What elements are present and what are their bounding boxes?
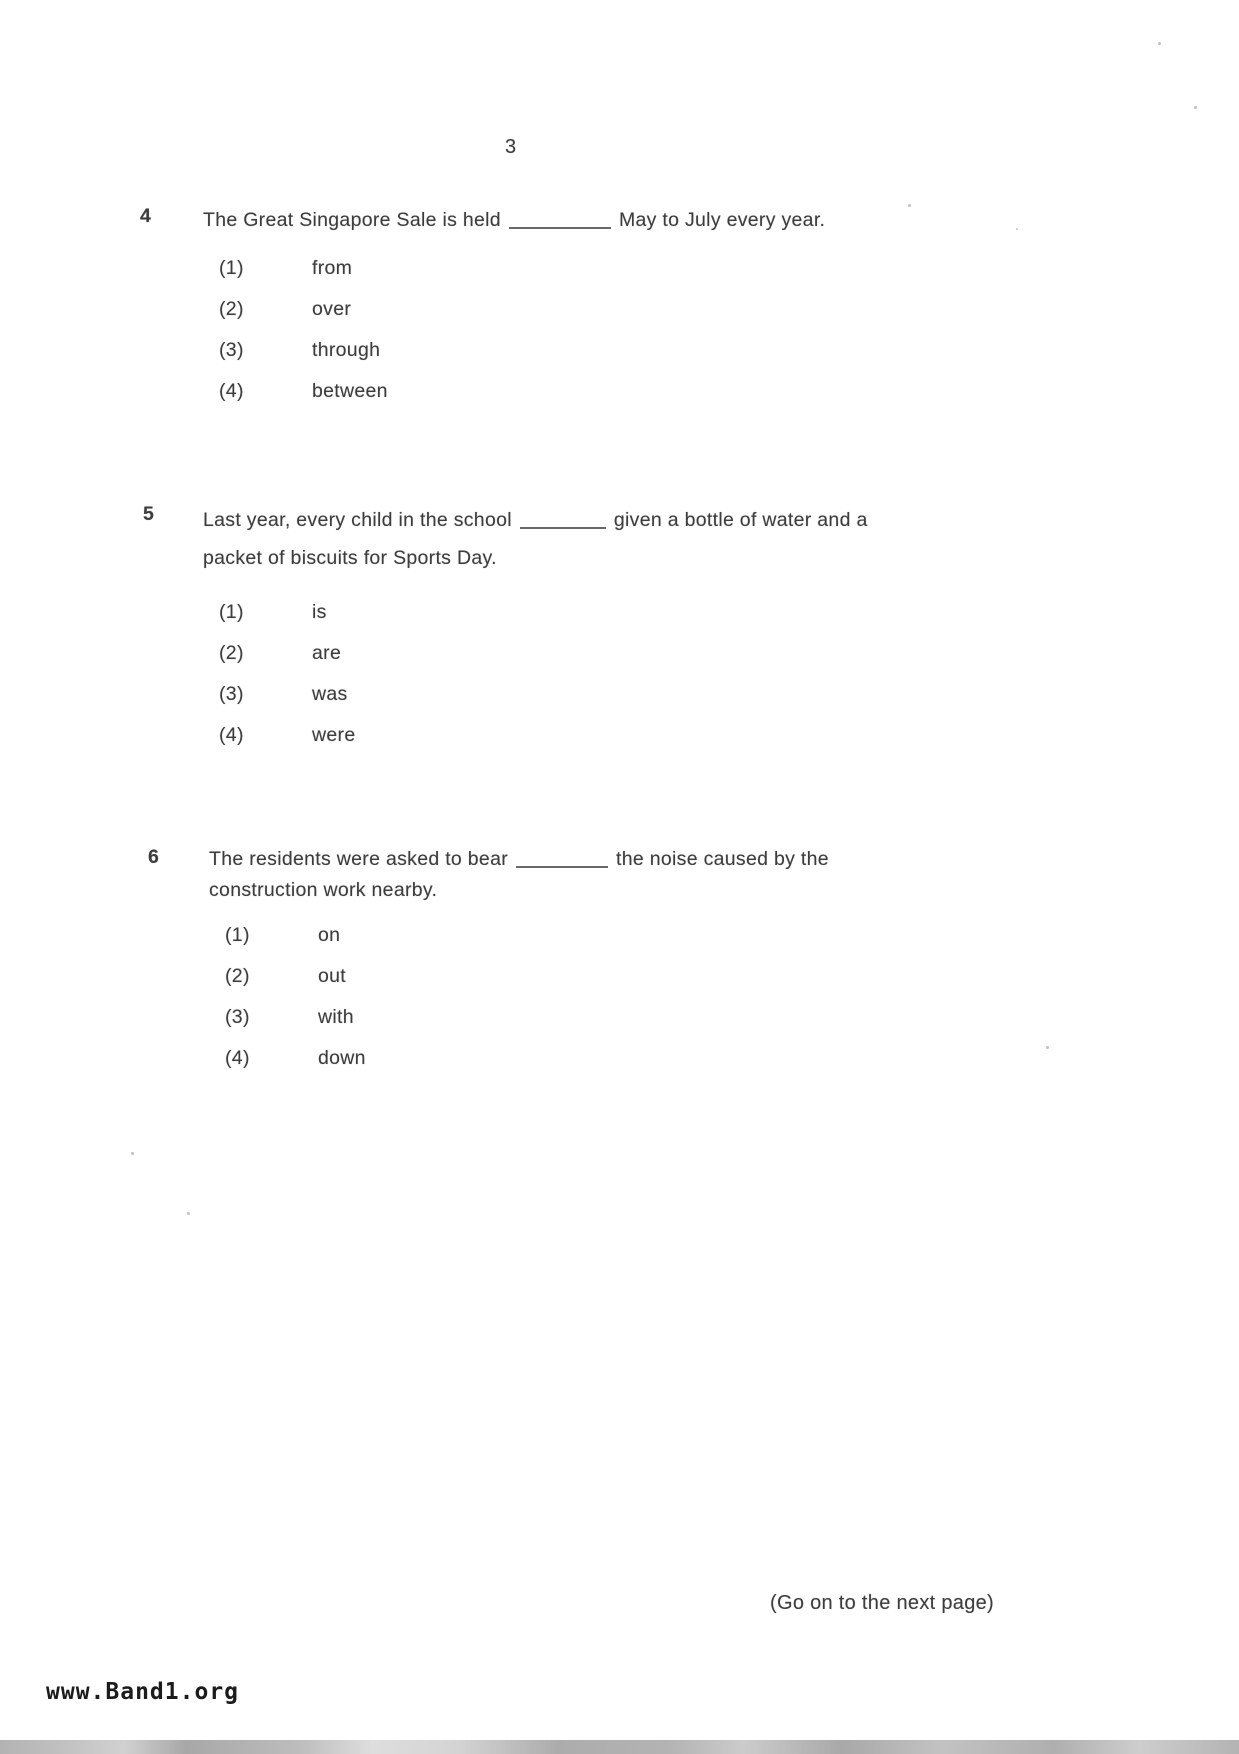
- option-number: (4): [225, 1047, 250, 1069]
- option-row: [219, 716, 983, 757]
- question-text-before-blank: Last year, every child in the school: [203, 509, 512, 531]
- option-label: were: [312, 724, 356, 746]
- option-row: [219, 593, 983, 634]
- option-label: was: [312, 683, 348, 705]
- option-number: (3): [219, 339, 244, 361]
- answer-blank: [520, 525, 606, 529]
- question-text-before-blank: The residents were asked to bear: [209, 848, 509, 870]
- option-number: (3): [225, 1006, 250, 1028]
- option-label: down: [318, 1047, 366, 1069]
- option-label: with: [318, 1006, 354, 1028]
- option-row: [225, 1043, 989, 1084]
- option-label: is: [312, 601, 327, 623]
- option-row: [219, 634, 983, 675]
- question-number: 4: [140, 205, 152, 227]
- question-text-line2: packet of biscuits for Sports Day.: [203, 547, 497, 569]
- scan-speck: [1016, 228, 1018, 230]
- scan-edge-strip: [0, 1740, 1239, 1754]
- question-text-after-blank: given a bottle of water and a: [613, 509, 868, 531]
- question-text: [203, 203, 983, 237]
- option-label: from: [312, 257, 353, 279]
- option-row: [219, 333, 983, 374]
- options-list: [219, 593, 983, 757]
- question-text-before-blank: The Great Singapore Sale is held: [203, 209, 501, 231]
- question-text-after-blank: the noise caused by the: [616, 848, 829, 870]
- option-number: (2): [219, 298, 244, 320]
- option-row: [225, 920, 989, 961]
- page-number: 3: [505, 136, 517, 158]
- answer-blank: [509, 225, 611, 229]
- question-text: [209, 844, 989, 875]
- answer-blank: [516, 864, 608, 868]
- option-number: (2): [219, 642, 244, 664]
- options-list: [219, 251, 983, 415]
- options-list: [225, 920, 989, 1084]
- option-number: (1): [219, 601, 244, 623]
- option-row: [219, 374, 983, 415]
- scan-speck: [908, 204, 911, 207]
- scan-speck: [1046, 1046, 1049, 1049]
- option-label: out: [318, 965, 347, 987]
- option-number: (4): [219, 380, 244, 402]
- option-number: (1): [219, 257, 244, 279]
- band1-watermark: www.Band1.org: [46, 1679, 240, 1705]
- scan-speck: [1158, 42, 1161, 45]
- option-number: (3): [219, 683, 244, 705]
- option-label: are: [312, 642, 342, 664]
- question-text-after-blank: May to July every year.: [618, 209, 826, 231]
- question-number: 6: [148, 846, 160, 868]
- option-label: between: [312, 380, 388, 402]
- option-row: [219, 675, 983, 716]
- option-row: [219, 292, 983, 333]
- option-number: (4): [219, 724, 244, 746]
- option-row: [225, 1002, 989, 1043]
- scan-speck: [131, 1152, 134, 1155]
- option-number: (2): [225, 965, 250, 987]
- question-text: [203, 501, 983, 539]
- go-on-next-page-note: (Go on to the next page): [770, 1592, 995, 1614]
- question-number: 5: [143, 503, 155, 525]
- option-label: on: [318, 924, 341, 946]
- option-label: over: [312, 298, 352, 320]
- option-label: through: [312, 339, 381, 361]
- option-row: [225, 961, 989, 1002]
- scan-speck: [187, 1212, 190, 1215]
- option-row: [219, 251, 983, 292]
- question-text-line2: construction work nearby.: [209, 879, 438, 901]
- scan-speck: [1194, 106, 1197, 109]
- option-number: (1): [225, 924, 250, 946]
